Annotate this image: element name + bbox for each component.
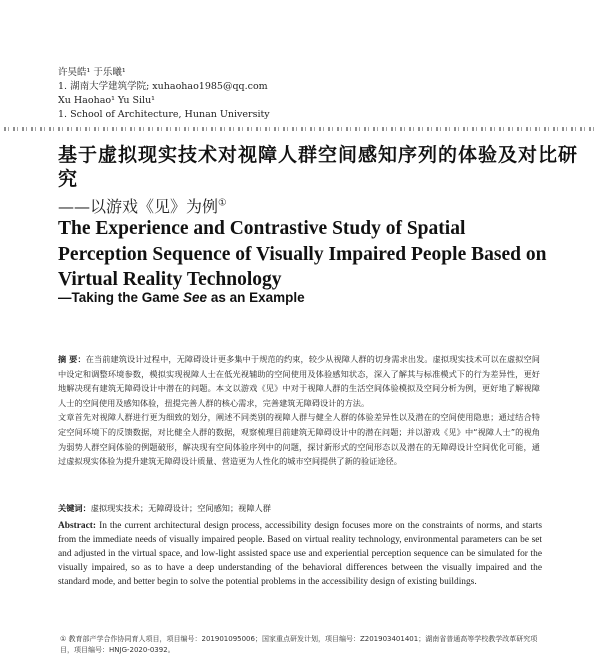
scan-noise-divider (4, 127, 596, 131)
author-affiliation-cn: 1. 湖南大学建筑学院; xuhaohao1985@qq.com (58, 81, 268, 92)
abstract-chinese-label: 摘 要： (58, 354, 86, 364)
abstract-chinese-para1 (58, 352, 540, 410)
title-english: The Experience and Contrastive Study of Spatial Perception Sequence of Visually Impaired People Based on Virtual Reality Technology (58, 218, 547, 290)
footnote-mark: ① (60, 635, 67, 643)
keywords-chinese-label: 关键词： (58, 503, 91, 513)
subtitle-chinese-text: ——以游戏《见》为例 (58, 197, 219, 216)
subtitle-english-prefix: —Taking the Game (58, 290, 184, 305)
author-block (58, 66, 270, 122)
title-chinese: 基于虚拟现实技术对视障人群空间感知序列的体验及对比研究 (58, 144, 579, 190)
subtitle-english-suffix: as an Example (207, 290, 305, 305)
keywords-chinese-text: 虚拟现实技术；无障碍设计；空间感知；视障人群 (90, 503, 271, 513)
abstract-chinese-text1: 在当前建筑设计过程中，无障碍设计更多集中于规范的约束，较少从视障人群的切身需求出发。虚拟现实技术可以在虚拟空间中设定和调整环境参数，模拟实现视障人士在低光视辅助的空间使用及体验感知状态，深入了解其与标准模式下的行为差异性，更好地解决现有建筑无障碍设计中潜在的问题。本文以游戏《见》中对于视障人群的生活空间体验模拟及空间分析为例，更好地了解视障人士的空间使用及感知体验，扭提完善人群的核心需求，完善建筑无障碍设计的方法。 (58, 354, 540, 408)
author-names-cn: 许昊皓¹ 于乐曦¹ (58, 67, 126, 78)
footnote-text: 教育部产学合作协同育人项目，项目编号：201901095006；国家重点研发计划，项目编号：Z201903401401；湖南省普通高等学校教学改革研究项目，项目编号：HNJG-2020-0392。 (60, 635, 538, 654)
subtitle-english (58, 290, 305, 305)
author-affiliation-en: 1. School of Architecture, Hunan University (58, 109, 270, 120)
footnote (60, 634, 540, 656)
subtitle-chinese (58, 194, 227, 217)
abstract-english-label: Abstract: (58, 521, 97, 531)
abstract-chinese-para2: 文章首先对视障人群进行更为细致的划分，阐述不同类别的视障人群与健全人群的体验差异性以及潜在的空间使用隐患；通过结合特定空间环境下的反馈数据，对比健全人群的数据，观察梳理目前建筑无障碍设计中的潜在问题；并以游戏《见》中“视障人士”的视角为弱势人群空间体验的例题破形，解决现有空间体验序列中的问题，探讨新形式的空间形态以及潜在的无障碍设计空间优化可能，通过虚拟现实体验为提升建筑无障碍设计质量、营造更为人性化的城市空间提供了新的验证途径。 (58, 412, 540, 467)
keywords-chinese (58, 503, 540, 514)
abstract-english-text: In the current architectural design process, accessibility design focuses more on the constraints of norms, and starts from the immediate needs of visually impaired people. Based on virtual reality technology, environmental parameters can be set and adjusted in the virtual space, and low-light assisted space use and experiential perception sequence can be simulated for the visually impaired, so as to have a deep understanding of the behavioral differences between the visually impaired and the standard mode, and better begin to solve the potential problems in the accessibility design of existing buildings. (58, 521, 543, 588)
abstract-chinese (58, 352, 540, 469)
subtitle-english-game: See (183, 290, 208, 305)
author-names-en: Xu Haohao¹ Yu Silu¹ (58, 95, 155, 106)
abstract-english (58, 519, 542, 589)
subtitle-footnote-mark: ① (218, 197, 227, 209)
